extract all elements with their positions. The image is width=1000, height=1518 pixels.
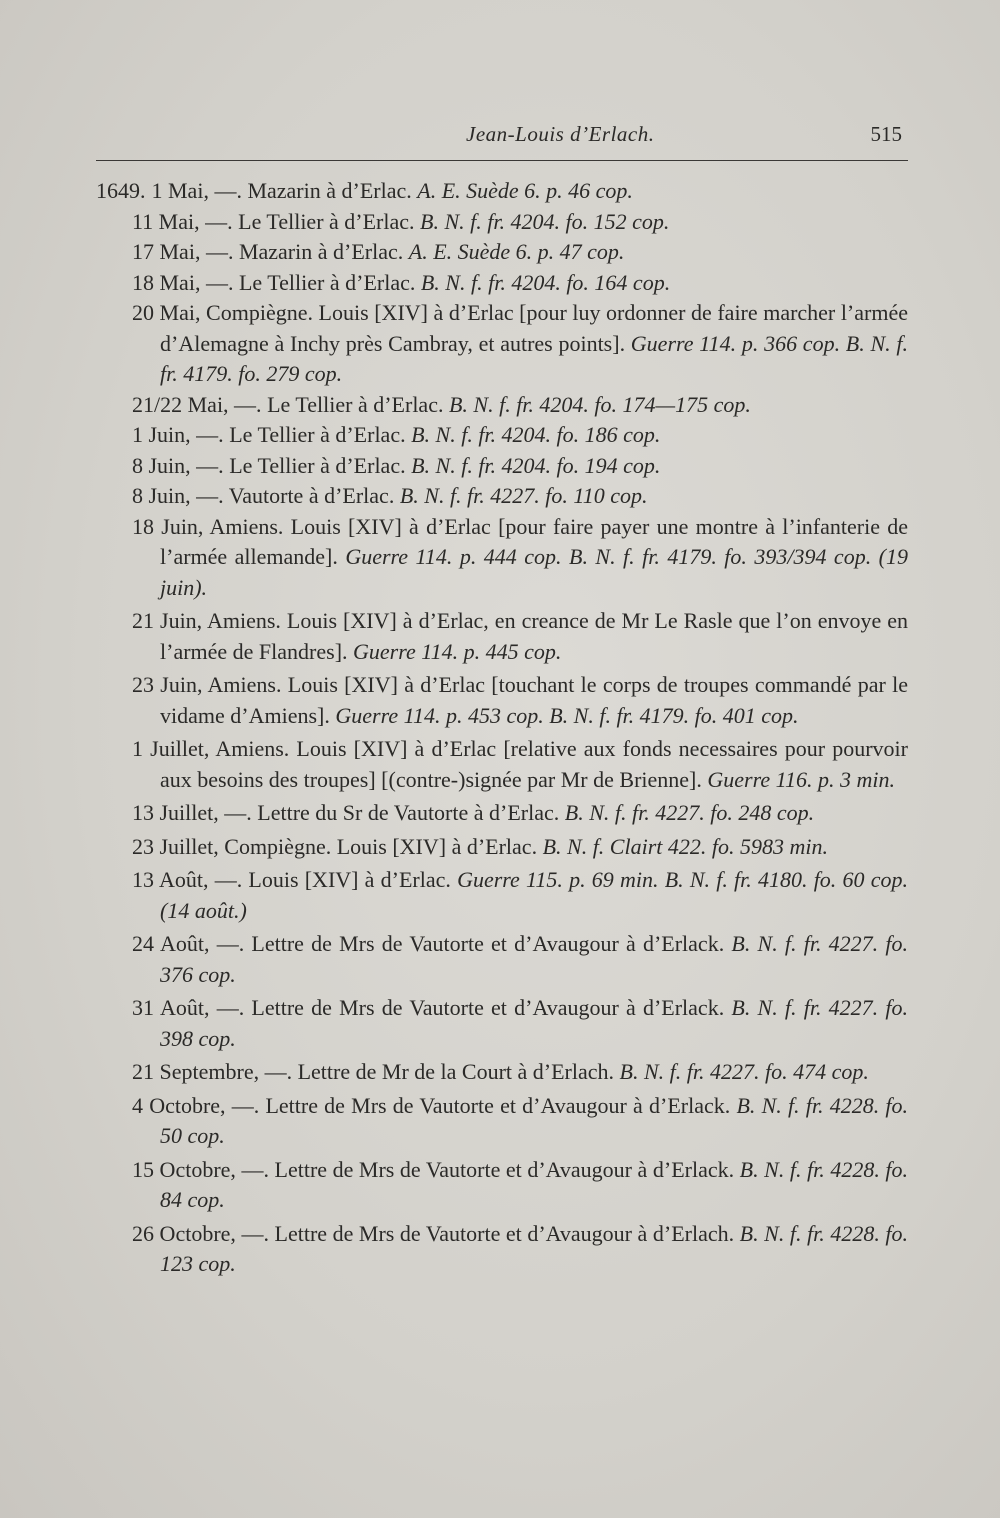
entry-reference: Guerre 114. p. 444 cop. B. N. f. fr. 4179. fo. 393/394 cop. (19 juin). [160, 544, 908, 600]
entry-reference: B. N. f. fr. 4227. fo. 248 cop. [564, 800, 815, 825]
entry-text: Mazarin à d’Erlac. [241, 178, 418, 203]
entry-text: Louis [XIV] à d’Erlac [relative aux fonds necessaires pour pourvoir aux besoins des troupes] [(contre-)signée par Mr de Brienne]. [160, 736, 908, 792]
entry-date: 23 Juillet, Compiègne. [132, 833, 332, 859]
entry [132, 606, 908, 667]
entry-date: 1 Juin, —. [132, 422, 224, 447]
entry [132, 993, 908, 1054]
entry [132, 670, 908, 731]
entry-date: 21 Septembre, —. [132, 1059, 293, 1084]
entry [132, 420, 908, 451]
entry [132, 929, 908, 990]
entry-text: Le Tellier à d’Erlac. [223, 452, 412, 478]
entry [132, 1091, 909, 1152]
entry-text: Le Tellier à d’Erlac. [223, 422, 412, 447]
entry-text: Louis [XIV] à d’Erlac. [331, 833, 543, 859]
entry-date: 11 Mai, —. [132, 208, 233, 234]
entry-date: 18 Juin, Amiens. [132, 513, 284, 539]
entry-date: 17 Mai, —. [132, 239, 234, 264]
entry-date: 21 Juin, Amiens. [132, 608, 281, 633]
entry-text: Lettre de Mrs de Vautorte et d’Avaugour à d’Erlack. [259, 1092, 737, 1118]
entry-text: Le Tellier à d’Erlac. [233, 269, 421, 295]
entry-date: 8 Juin, —. [132, 483, 224, 508]
entry [132, 481, 908, 512]
entry-text: Le Tellier à d’Erlac. [232, 208, 421, 234]
entry [132, 865, 908, 926]
entry-text: Louis [XIV] à d’Erlac, en creance de Mr Le Rasle que l’on envoye en l’armée de Flandres]. [160, 608, 908, 664]
entry-reference: B. N. f. fr. 4204. fo. 152 cop. [420, 208, 670, 234]
entry-text: Louis [XIV] à d’Erlac [pour faire payer une montre à l’infanterie de l’armée allemande]. [160, 513, 908, 569]
entry-date: 1 Mai, —. [151, 178, 242, 203]
entry-reference: A. E. Suède 6. p. 46 cop. [417, 178, 633, 203]
entry [132, 451, 908, 482]
entry-text: Lettre du Sr de Vautorte à d’Erlac. [251, 800, 565, 825]
entry-date: 13 Juillet, —. [132, 800, 252, 825]
entry [132, 390, 908, 421]
entry-reference: B. N. f. fr. 4228. fo. 84 cop. [160, 1156, 909, 1212]
entry-reference: Guerre 115. p. 69 min. B. N. f. fr. 4180. fo. 60 cop. (14 août.) [160, 867, 908, 923]
entry-text: Lettre de Mrs de Vautorte et d’Avaugour à d’Erlack. [268, 1156, 740, 1182]
entry-text: Louis [XIV] à d’Erlac. [242, 867, 458, 892]
entry-date: 26 Octobre, —. [132, 1220, 269, 1246]
entry [132, 1057, 908, 1088]
entry-year: 1649. [96, 178, 146, 203]
entry-text: Louis [XIV] à d’Erlac [touchant le corps de troupes commandé par le vidame d’Amiens]. [160, 672, 908, 728]
page-number: 515 [870, 122, 902, 146]
entry-reference: B. N. f. fr. 4228. fo. 50 cop. [160, 1092, 909, 1148]
entry-text: Vautorte à d’Erlac. [223, 483, 400, 508]
entry [132, 298, 908, 390]
entry-text: Lettre de Mrs de Vautorte et d’Avaugour à d’Erlack. [244, 931, 732, 956]
entry-reference: B. N. f. fr. 4204. fo. 194 cop. [411, 452, 661, 478]
running-title: Jean-Louis d’Erlach. [466, 122, 655, 146]
entry [96, 176, 908, 207]
entry-reference: B. N. f. fr. 4227. fo. 110 cop. [399, 483, 648, 508]
entry-reference: B. N. f. fr. 4227. fo. 398 cop. [160, 995, 908, 1051]
entry-reference: Guerre 114. p. 445 cop. [353, 638, 562, 664]
page-header [96, 122, 906, 158]
entry-date: 18 Mai, —. [132, 269, 234, 295]
entry [132, 1219, 909, 1280]
entry-date: 31 Août, —. [132, 995, 245, 1020]
entry-reference: Guerre 114. p. 453 cop. B. N. f. fr. 4179. fo. 401 cop. [335, 702, 799, 728]
entry [132, 512, 908, 604]
entry [132, 1155, 909, 1216]
header-rule [96, 160, 908, 161]
entry-date: 8 Juin, —. [132, 452, 224, 478]
entry-reference: B. N. f. fr. 4204. fo. 164 cop. [420, 269, 671, 295]
entry-reference: B. N. f. fr. 4228. fo. 123 cop. [160, 1220, 909, 1276]
entry-reference: B. N. f. fr. 4204. fo. 186 cop. [411, 422, 661, 447]
entry-list [0, 176, 1000, 1280]
entry [132, 832, 908, 863]
entry [132, 798, 908, 829]
entry [132, 268, 908, 299]
entry-reference: Guerre 114. p. 366 cop. B. N. f. fr. 4179. fo. 279 cop. [160, 330, 908, 386]
entry-reference: A. E. Suède 6. p. 47 cop. [408, 239, 625, 264]
entry-date: 20 Mai, Compiègne. [132, 300, 313, 325]
entry-date: 4 Octobre, —. [132, 1092, 260, 1118]
entry [132, 237, 908, 268]
entry-date: 1 Juillet, Amiens. [132, 736, 290, 761]
entry-reference: B. N. f. Clairt 422. fo. 5983 min. [542, 833, 828, 859]
entry-date: 21/22 Mai, —. [132, 391, 262, 417]
entry-reference: Guerre 116. p. 3 min. [707, 766, 895, 792]
entry-text: Louis [XIV] à d’Erlac [pour luy ordonner de faire marcher l’armée d’Alemagne à Inchy près Cambray, et autres points]. [160, 300, 908, 356]
entry-date: 13 Août, —. [132, 867, 243, 892]
entry-text: Lettre de Mrs de Vautorte et d’Avaugour à d’Erlack. [244, 995, 732, 1020]
entry-text: Lettre de Mr de la Court à d’Erlach. [292, 1059, 620, 1084]
entry-date: 15 Octobre, —. [132, 1156, 269, 1182]
entry-reference: B. N. f. fr. 4204. fo. 174—175 cop. [448, 391, 751, 417]
entry-text: Le Tellier à d’Erlac. [261, 391, 449, 417]
entry-text: Mazarin à d’Erlac. [233, 239, 409, 264]
entry-date: 23 Juin, Amiens. [132, 672, 282, 697]
entry [132, 734, 908, 795]
entry-date: 24 Août, —. [132, 931, 245, 956]
entry-reference: B. N. f. fr. 4227. fo. 376 cop. [160, 931, 908, 987]
entry-text: Lettre de Mrs de Vautorte et d’Avaugour à d’Erlach. [268, 1220, 740, 1246]
entry-reference: B. N. f. fr. 4227. fo. 474 cop. [619, 1059, 869, 1084]
entry [132, 207, 908, 238]
